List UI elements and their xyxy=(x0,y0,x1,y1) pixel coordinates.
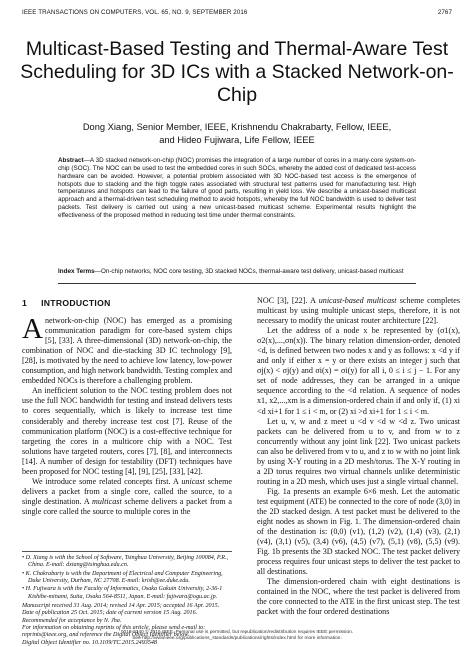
footnote-affiliation-1: • D. Xiang is with the School of Software, Tsinghua University, Beijing 100084, P.R., China. E-mail: dxiang@tsinghua.edu.cn. xyxy=(22,555,229,569)
author-line-2: and Hideo Fujiwara, Life Fellow, IEEE xyxy=(159,134,315,145)
right-column xyxy=(257,296,460,618)
footnote-reprints: For information on obtaining reprints of this article, please send e-mail to: reprints@ieee.org, and reference the Digital Object Identifier below. xyxy=(22,625,206,639)
author-line-1: Dong Xiang, Senior Member, IEEE, Krishnendu Chakrabarty, Fellow, IEEE, xyxy=(82,122,392,132)
footnote-affiliation-2: • K. Chakrabarty is with the Department of Electrical and Computer Engineering, Duke University, Durham, NC 27708. E-mail: krish@ee.duke.edu. xyxy=(22,570,223,585)
intro-paragraph-3: We introduce some related concepts first. A unicast scheme delivers a packet from a single core, called the source, to a single destination. A multicast scheme delivers a packet from a single core called the source to multiple cores in the xyxy=(22,476,232,516)
footnote-affiliation-3: • H. Fujiwara is with the Faculty of Informatics, Osaka Gakuin University, 2-36-1 Kishibe-minami, Suita, Osaka 564-8511, Japan. E-mail: fujiwara@ogu.ac.jp. xyxy=(22,586,223,600)
intro-paragraph-1 xyxy=(22,313,232,386)
abstract-label: Abstract xyxy=(58,157,84,164)
section-title: INTRODUCTION xyxy=(41,298,111,308)
index-terms-label: Index Terms xyxy=(58,268,95,275)
right-paragraph-5: The dimension-ordered chain with eight destinations is contained in the NOC, where the test packet is delivered from the core connected to the ATE in the first unicast step. The test packet with the four ordered destinations xyxy=(257,577,460,617)
section-number: 1 xyxy=(22,298,28,308)
abstract xyxy=(58,157,416,220)
copyright-notice xyxy=(0,630,474,642)
copyright-line-1: 0018-9340 © 2015 IEEE. Personal use is permitted, but republication/redistribution requires IEEE permission. xyxy=(120,630,354,635)
abstract-text: —A 3D stacked network-on-chip (NOC) promises the integration of a large number of cores in a many-core system-on-chip (SOC). The NOC can be used to test the embedded cores in such SOCs, whereby the added cost of dedicated test-access hardware can be avoided. However, a potential problem associated with 3D NOC-based test access is the emergence of hotspots due to stacking and the high toggle rates associated with structural test patterns used for manufacturing test. High temperatures and hotspots can lead to the failure of good parts, resulting in yield loss. We describe a unicast-based multicast approach and a thermal-driven test scheduling method to avoid hotspots, whereby the full NOC bandwidth is used to deliver test packets. Test delivery is carried out using a new unicast-based multicast scheme. Experimental results highlight the effectiveness of the proposed method in reducing test time under thermal constraints. xyxy=(58,157,416,219)
header-rule xyxy=(58,283,416,284)
right-paragraph-2: Let the address of a node x be represented by (σ1(x), σ2(x),...,σn(x)). The binary relation dimension-order, denoted <d, is defined between two nodes x and y as follows: x <d y if and only if either x = y or there exists an integer j such that σj(x) < σj(y) and σi(x) = σi(y) for all i, 0 ≤ i ≤ j − 1. For any set of node addresses, they can be arranged in a unique sequence according to the <d relation. A sequence of nodes x1, x2,...,xm is a dimension-ordered chain if and only if, (1) xi <d xi+1 for 1 ≤ i < m, or (2) xi >d xi+1 for 1 ≤ i < m. xyxy=(257,326,460,416)
left-column xyxy=(22,298,232,517)
index-terms xyxy=(58,268,416,276)
running-header xyxy=(22,9,452,16)
drop-cap: A xyxy=(22,313,43,346)
footnote-doi: Digital Object Identifier no. 10.1109/TC.2015.2493548 xyxy=(22,639,157,646)
intro-paragraph-2: An inefficient solution to the NOC testing problem does not use the full NOC bandwidth for testing and instead delivers tests to cores sequentially, which is likely to increase test time considerably and thereby increase test cost [7]. Reuse of the communication platform (NOC) is a cost-effective technique for targeting the cores in a multicore chip with a NOC. Test solutions have targeted routers, cores [7], [8], and interconnects [14]. A number of design for testability (DFT) techniques have been proposed for NOC testing [4], [9], [25], [33], [42]. xyxy=(22,386,232,476)
index-terms-text: —On-chip networks, NOC core testing, 3D stacked NOCs, thermal-aware test delivery, unicast-based multicast xyxy=(94,268,404,275)
footnote-manuscript: Manuscript received 31 Aug. 2014; revised 14 Apr. 2015; accepted 16 Apr. 2015. Date of publication 25 Oct. 2015; date of current version 15 Aug. 2016. Recommended for acceptance by N. Jha. xyxy=(22,603,220,624)
page-number: 2767 xyxy=(437,9,452,16)
paper-title: Multicast-Based Testing and Thermal-Aware Test Scheduling for 3D ICs with a Stacked Network-on-Chip xyxy=(20,38,454,106)
right-paragraph-3: Let u, v, w and z meet u <d v <d w <d z. Two unicast packets can be delivered from u to v, and from w to z concurrently without any joint link [22]. Two unicast packets can also be delivered from v to u, and z to w with no joint link by using X-Y routing in a 2D mesh/torus. The X-Y routing in a 2D torus requires two virtual channels unlike deterministic routing in a 2D mesh, which uses just a single virtual channel. xyxy=(257,416,460,486)
intro-p1-text: network-on-chip (NOC) has emerged as a promising communication paradigm for core-based system chips [5], [33]. A three-dimensional (3D) network-on-chip, the combination of NOC and die-stacking 3D IC technology [9], [28], is motivated by the need to achieve low latency, low-power consumption, and high network bandwidth. Testing complex and embedded NOCs is therefore a challenging problem. xyxy=(22,316,232,386)
author-block xyxy=(20,121,454,146)
right-paragraph-1: NOC [3], [22]. A unicast-based multicast scheme completes multicast by using multiple unicast steps, therefore, it is not necessary to modify the unicast router architecture [22]. xyxy=(257,296,460,326)
copyright-line-2: See http://www.ieee.org/publications_standards/publications/rights/index.html for more information. xyxy=(132,635,342,641)
journal-info: IEEE TRANSACTIONS ON COMPUTERS, VOL. 65, NO. 9, SEPTEMBER 2016 xyxy=(22,9,248,16)
right-paragraph-4: Fig. 1a presents an example 6×6 mesh. Let the automatic test equipment (ATE) be connected to the core of node (3,0) in the 2D stacked design. A test packet must be delivered to the eight nodes as shown in Fig. 1. The dimension-ordered chain of the destination is: (0,0) (v1), (1,2) (v2), (1,4) (v3), (2,1) (v4), (3,1) (v5), (3,4) (v6), (4,5) (v7), (5,1) (v8), (5,5) (v9). Fig. 1b presents the 3D stacked NOC. The test packet delivery process requires four unicast steps to deliver the test packet to all destinations. xyxy=(257,486,460,577)
section-heading xyxy=(22,298,232,308)
